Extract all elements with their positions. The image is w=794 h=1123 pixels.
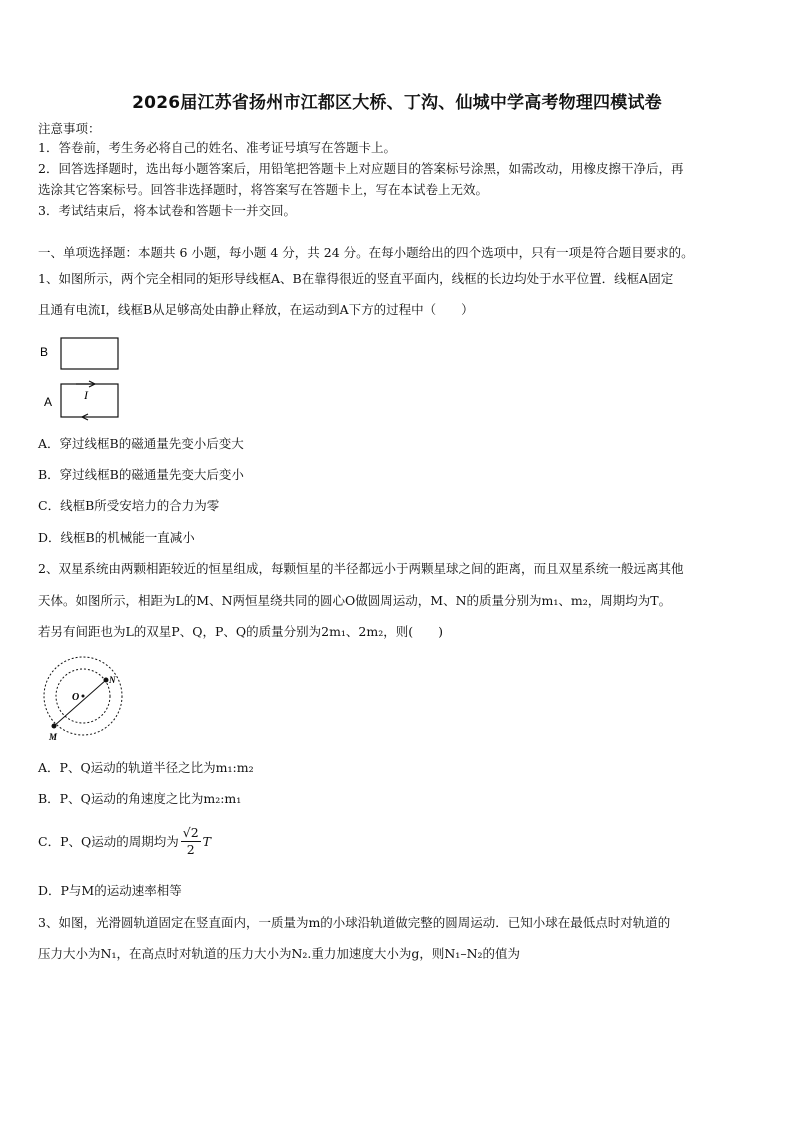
current-label: I bbox=[84, 388, 88, 402]
q1-option-b[interactable]: B．穿过线框B的磁通量先变大后变小 bbox=[38, 467, 244, 482]
center-o bbox=[82, 695, 85, 698]
q1-option-c[interactable]: C．线框B所受安培力的合力为零 bbox=[38, 498, 220, 513]
q3-stem-line1: 3、如图，光滑圆轨道固定在竖直面内，一质量为m的小球沿轨道做完整的圆周运动．已知小球在最低点时对轨道的 bbox=[38, 915, 671, 930]
q2-stem-line3: 若另有间距也为L的双星P、Q，P、Q的质量分别为2m₁、2m₂，则( ) bbox=[38, 624, 444, 639]
q1-stem-line2: 且通有电流I，线框B从足够高处由静止释放，在运动到A下方的过程中（ ） bbox=[38, 302, 474, 317]
star-m bbox=[52, 724, 57, 729]
q2-option-c[interactable] bbox=[38, 825, 758, 858]
q2-option-b[interactable]: B．P、Q运动的角速度之比为m₂:m₁ bbox=[38, 791, 242, 806]
q1-figure bbox=[34, 332, 134, 425]
q2-option-d[interactable]: D．P与M的运动速率相等 bbox=[38, 883, 182, 898]
q2-figure bbox=[38, 656, 130, 747]
sqrt2-over-2-fraction bbox=[181, 825, 201, 858]
q2-option-c-prefix: C．P、Q运动的周期均为 bbox=[38, 833, 179, 849]
q1-stem-line1: 1、如图所示，两个完全相同的矩形导线框A、B在靠得很近的竖直平面内，线框的长边均处于水平位置．线框A固定 bbox=[38, 271, 674, 286]
section-heading: 一、单项选择题：本题共 6 小题，每小题 4 分，共 24 分。在每小题给出的四个选项中，只有一项是符合题目要求的。 bbox=[38, 245, 694, 260]
q2-stem-line1: 2、双星系统由两颗相距较近的恒星组成，每颗恒星的半径都远小于两颗星球之间的距离，而且双星系统一般远离其他 bbox=[38, 561, 684, 576]
q2-option-c-suffix: T bbox=[202, 833, 211, 849]
fraction-denominator: 2 bbox=[186, 842, 195, 857]
q1-loops-diagram bbox=[34, 332, 134, 422]
loop-a bbox=[61, 384, 118, 417]
notice-heading: 注意事项： bbox=[38, 121, 101, 136]
q3-stem-line2: 压力大小为N₁，在高点时对轨道的压力大小为N₂.重力加速度大小为g，则N₁–N₂的值为 bbox=[38, 946, 521, 961]
notice-item-2: 2．回答选择题时，选出每小题答案后，用铅笔把答题卡上对应题目的答案标号涂黑，如需改动，用橡皮擦干净后，再 bbox=[38, 161, 684, 176]
q1-option-d[interactable]: D．线框B的机械能一直减小 bbox=[38, 530, 195, 545]
notice-item-1: 1．答卷前，考生务必将自己的姓名、准考证号填写在答题卡上。 bbox=[38, 140, 396, 155]
loop-b-label: B bbox=[40, 345, 49, 359]
notice-item-2-cont: 选涂其它答案标号。回答非选择题时，将答案写在答题卡上，写在本试卷上无效。 bbox=[38, 182, 489, 197]
connecting-line bbox=[54, 680, 106, 726]
label-m: M bbox=[49, 732, 58, 742]
star-n bbox=[104, 678, 109, 683]
notice-item-3: 3．考试结束后，将本试卷和答题卡一并交回。 bbox=[38, 203, 296, 218]
label-n: N bbox=[109, 675, 116, 685]
q2-option-a[interactable]: A．P、Q运动的轨道半径之比为m₁:m₂ bbox=[38, 760, 254, 775]
q1-option-a[interactable]: A．穿过线框B的磁通量先变小后变大 bbox=[38, 436, 244, 451]
binary-star-diagram bbox=[38, 656, 130, 744]
label-o: O bbox=[72, 692, 80, 703]
loop-b bbox=[61, 338, 118, 369]
fraction-numerator: √2 bbox=[182, 825, 199, 840]
q2-stem-line2: 天体。如图所示，相距为L的M、N两恒星绕共同的圆心O做圆周运动，M、N的质量分别为m₁、m₂，周期均为T。 bbox=[38, 593, 672, 608]
page-title: 2026届江苏省扬州市江都区大桥、丁沟、仙城中学高考物理四模试卷 bbox=[132, 93, 662, 113]
loop-a-label: A bbox=[44, 395, 53, 409]
